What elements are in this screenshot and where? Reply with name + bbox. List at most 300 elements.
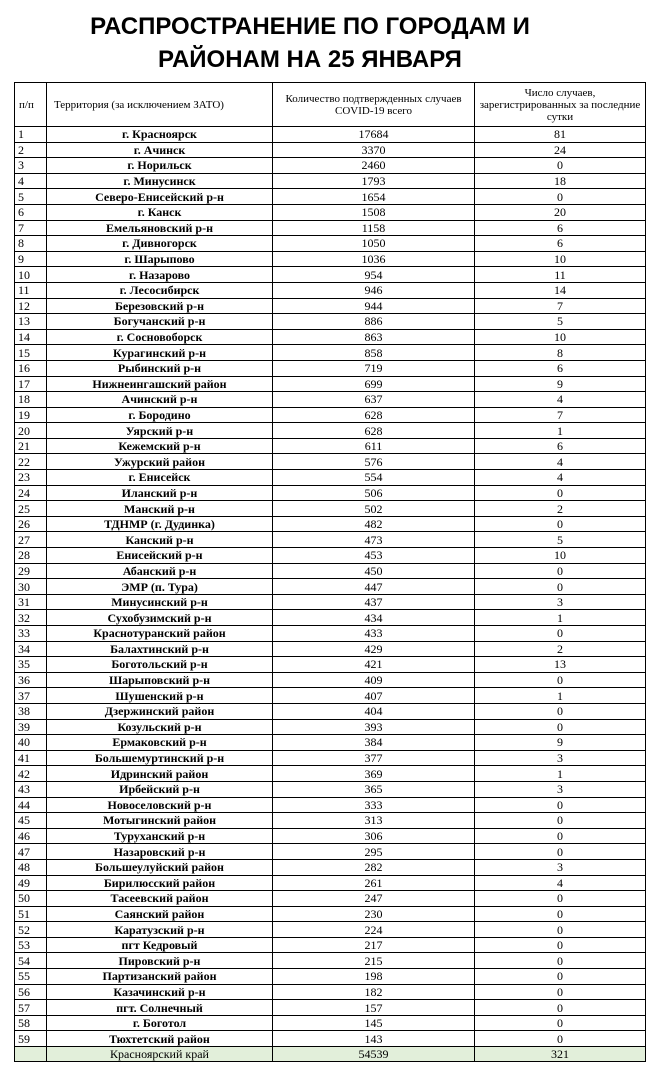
row-confirmed: 261 <box>273 875 475 891</box>
row-confirmed: 473 <box>273 532 475 548</box>
row-territory: г. Канск <box>47 204 273 220</box>
row-number: 31 <box>15 594 47 610</box>
row-territory: Рыбинский р-н <box>47 360 273 376</box>
table-row <box>15 548 646 564</box>
row-number: 19 <box>15 407 47 423</box>
page-title <box>0 10 620 76</box>
row-last-day: 18 <box>475 173 646 189</box>
table-row <box>15 532 646 548</box>
row-confirmed: 409 <box>273 672 475 688</box>
table-row <box>15 392 646 408</box>
row-confirmed: 404 <box>273 703 475 719</box>
row-last-day: 0 <box>475 797 646 813</box>
table-row <box>15 376 646 392</box>
table-row <box>15 984 646 1000</box>
table-row <box>15 813 646 829</box>
row-number: 2 <box>15 142 47 158</box>
table-row <box>15 891 646 907</box>
row-last-day: 4 <box>475 875 646 891</box>
row-last-day: 24 <box>475 142 646 158</box>
total-row-last-day: 321 <box>475 1047 646 1062</box>
table-row <box>15 314 646 330</box>
row-last-day: 1 <box>475 766 646 782</box>
row-territory: г. Норильск <box>47 158 273 174</box>
row-last-day: 3 <box>475 781 646 797</box>
row-confirmed: 17684 <box>273 127 475 143</box>
table-row <box>15 922 646 938</box>
table-row <box>15 657 646 673</box>
row-territory: Канский р-н <box>47 532 273 548</box>
row-confirmed: 506 <box>273 485 475 501</box>
table-row <box>15 719 646 735</box>
table-row <box>15 345 646 361</box>
table-row <box>15 189 646 205</box>
row-territory: Тюхтетский район <box>47 1031 273 1047</box>
row-number: 21 <box>15 438 47 454</box>
row-number: 23 <box>15 470 47 486</box>
row-confirmed: 1158 <box>273 220 475 236</box>
row-last-day: 0 <box>475 813 646 829</box>
row-last-day: 0 <box>475 626 646 642</box>
row-last-day: 8 <box>475 345 646 361</box>
row-territory: Балахтинский р-н <box>47 641 273 657</box>
row-last-day: 6 <box>475 236 646 252</box>
row-number: 14 <box>15 329 47 345</box>
row-territory: Березовский р-н <box>47 298 273 314</box>
table-row <box>15 641 646 657</box>
row-last-day: 0 <box>475 516 646 532</box>
row-confirmed: 453 <box>273 548 475 564</box>
row-number: 50 <box>15 891 47 907</box>
row-territory: г. Боготол <box>47 1015 273 1031</box>
row-last-day: 3 <box>475 750 646 766</box>
row-confirmed: 282 <box>273 859 475 875</box>
row-territory: Новоселовский р-н <box>47 797 273 813</box>
row-number: 54 <box>15 953 47 969</box>
row-last-day: 0 <box>475 984 646 1000</box>
row-territory: Ужурский район <box>47 454 273 470</box>
row-confirmed: 306 <box>273 828 475 844</box>
row-last-day: 0 <box>475 579 646 595</box>
row-territory: Тасеевский район <box>47 891 273 907</box>
header-number: п/п <box>15 83 47 127</box>
row-territory: Нижнеингашский район <box>47 376 273 392</box>
row-confirmed: 554 <box>273 470 475 486</box>
row-last-day: 0 <box>475 922 646 938</box>
row-last-day: 0 <box>475 891 646 907</box>
row-confirmed: 3370 <box>273 142 475 158</box>
row-last-day: 10 <box>475 329 646 345</box>
row-territory: Кежемский р-н <box>47 438 273 454</box>
row-territory: Мотыгинский район <box>47 813 273 829</box>
table-row <box>15 236 646 252</box>
row-territory: г. Назарово <box>47 267 273 283</box>
row-last-day: 0 <box>475 1031 646 1047</box>
row-last-day: 4 <box>475 470 646 486</box>
total-row-confirmed: 54539 <box>273 1047 475 1062</box>
row-last-day: 6 <box>475 438 646 454</box>
row-confirmed: 377 <box>273 750 475 766</box>
table-row <box>15 1015 646 1031</box>
row-confirmed: 611 <box>273 438 475 454</box>
table-row <box>15 454 646 470</box>
row-territory: Манский р-н <box>47 501 273 517</box>
table-row <box>15 626 646 642</box>
row-last-day: 6 <box>475 360 646 376</box>
row-last-day: 0 <box>475 844 646 860</box>
table-row <box>15 1000 646 1016</box>
row-territory: Каратузский р-н <box>47 922 273 938</box>
table-row <box>15 142 646 158</box>
row-number: 9 <box>15 251 47 267</box>
row-last-day: 0 <box>475 1000 646 1016</box>
row-last-day: 6 <box>475 220 646 236</box>
row-number: 32 <box>15 610 47 626</box>
row-number: 41 <box>15 750 47 766</box>
table-row <box>15 797 646 813</box>
row-last-day: 11 <box>475 267 646 283</box>
row-confirmed: 434 <box>273 610 475 626</box>
row-confirmed: 145 <box>273 1015 475 1031</box>
row-number: 7 <box>15 220 47 236</box>
row-number: 13 <box>15 314 47 330</box>
table-row <box>15 766 646 782</box>
row-confirmed: 863 <box>273 329 475 345</box>
row-confirmed: 433 <box>273 626 475 642</box>
row-number: 18 <box>15 392 47 408</box>
row-confirmed: 1654 <box>273 189 475 205</box>
row-confirmed: 215 <box>273 953 475 969</box>
row-number: 30 <box>15 579 47 595</box>
row-territory: Саянский район <box>47 906 273 922</box>
table-row <box>15 220 646 236</box>
row-confirmed: 230 <box>273 906 475 922</box>
row-territory: Сухобузимский р-н <box>47 610 273 626</box>
table-header-row <box>15 83 646 127</box>
table-row <box>15 750 646 766</box>
table-row <box>15 173 646 189</box>
row-number: 17 <box>15 376 47 392</box>
table-row <box>15 267 646 283</box>
row-number: 4 <box>15 173 47 189</box>
row-confirmed: 447 <box>273 579 475 595</box>
row-confirmed: 2460 <box>273 158 475 174</box>
row-number: 28 <box>15 548 47 564</box>
table-row <box>15 859 646 875</box>
row-territory: пгт Кедровый <box>47 937 273 953</box>
table-row <box>15 470 646 486</box>
row-last-day: 5 <box>475 314 646 330</box>
row-confirmed: 365 <box>273 781 475 797</box>
table-row <box>15 672 646 688</box>
row-number: 40 <box>15 735 47 751</box>
row-territory: Ермаковский р-н <box>47 735 273 751</box>
row-number: 57 <box>15 1000 47 1016</box>
row-territory: г. Шарыпово <box>47 251 273 267</box>
row-number: 49 <box>15 875 47 891</box>
row-number: 5 <box>15 189 47 205</box>
row-number: 24 <box>15 485 47 501</box>
table-row <box>15 735 646 751</box>
total-row-name: Красноярский край <box>47 1047 273 1062</box>
row-territory: Краснотуранский район <box>47 626 273 642</box>
row-number: 1 <box>15 127 47 143</box>
row-confirmed: 217 <box>273 937 475 953</box>
row-number: 38 <box>15 703 47 719</box>
row-last-day: 13 <box>475 657 646 673</box>
table-row <box>15 610 646 626</box>
row-last-day: 2 <box>475 641 646 657</box>
row-confirmed: 224 <box>273 922 475 938</box>
table-row <box>15 158 646 174</box>
row-confirmed: 421 <box>273 657 475 673</box>
row-number: 27 <box>15 532 47 548</box>
row-confirmed: 502 <box>273 501 475 517</box>
row-confirmed: 1036 <box>273 251 475 267</box>
row-last-day: 0 <box>475 953 646 969</box>
row-territory: Емельяновский р-н <box>47 220 273 236</box>
row-territory: г. Лесосибирск <box>47 282 273 298</box>
total-row-number <box>15 1047 47 1062</box>
title-line-2: РАЙОНАМ НА 25 ЯНВАРЯ <box>158 46 462 73</box>
row-number: 6 <box>15 204 47 220</box>
table-row <box>15 1031 646 1047</box>
row-territory: Ачинский р-н <box>47 392 273 408</box>
table-row <box>15 485 646 501</box>
row-territory: Шушенский р-н <box>47 688 273 704</box>
row-last-day: 9 <box>475 376 646 392</box>
row-number: 10 <box>15 267 47 283</box>
row-last-day: 0 <box>475 158 646 174</box>
table-row <box>15 844 646 860</box>
row-last-day: 20 <box>475 204 646 220</box>
row-number: 25 <box>15 501 47 517</box>
row-confirmed: 333 <box>273 797 475 813</box>
row-last-day: 0 <box>475 485 646 501</box>
row-territory: Партизанский район <box>47 969 273 985</box>
row-confirmed: 198 <box>273 969 475 985</box>
row-confirmed: 628 <box>273 423 475 439</box>
row-confirmed: 369 <box>273 766 475 782</box>
row-confirmed: 143 <box>273 1031 475 1047</box>
row-territory: Идринский район <box>47 766 273 782</box>
row-number: 20 <box>15 423 47 439</box>
row-number: 51 <box>15 906 47 922</box>
table-row <box>15 703 646 719</box>
row-confirmed: 437 <box>273 594 475 610</box>
row-territory: Уярский р-н <box>47 423 273 439</box>
row-number: 43 <box>15 781 47 797</box>
row-last-day: 0 <box>475 828 646 844</box>
row-last-day: 14 <box>475 282 646 298</box>
row-confirmed: 482 <box>273 516 475 532</box>
row-number: 59 <box>15 1031 47 1047</box>
row-last-day: 0 <box>475 703 646 719</box>
row-confirmed: 1050 <box>273 236 475 252</box>
row-confirmed: 1508 <box>273 204 475 220</box>
table-row <box>15 127 646 143</box>
row-number: 44 <box>15 797 47 813</box>
row-territory: ТДНМР (г. Дудинка) <box>47 516 273 532</box>
row-number: 3 <box>15 158 47 174</box>
row-number: 34 <box>15 641 47 657</box>
table-row <box>15 594 646 610</box>
row-territory: Минусинский р-н <box>47 594 273 610</box>
row-number: 12 <box>15 298 47 314</box>
row-number: 55 <box>15 969 47 985</box>
row-last-day: 1 <box>475 688 646 704</box>
header-confirmed-total: Количество подтвержденных случаев COVID-19 всего <box>273 83 475 127</box>
table-row <box>15 875 646 891</box>
row-territory: Бирилюсский район <box>47 875 273 891</box>
row-territory: Ирбейский р-н <box>47 781 273 797</box>
table-row <box>15 251 646 267</box>
row-territory: Большемуртинский р-н <box>47 750 273 766</box>
row-last-day: 7 <box>475 407 646 423</box>
row-confirmed: 886 <box>273 314 475 330</box>
table-row <box>15 501 646 517</box>
title-line-1: РАСПРОСТРАНЕНИЕ ПО ГОРОДАМ И <box>90 13 530 40</box>
table-row <box>15 204 646 220</box>
row-confirmed: 719 <box>273 360 475 376</box>
row-number: 37 <box>15 688 47 704</box>
row-territory: г. Минусинск <box>47 173 273 189</box>
row-confirmed: 954 <box>273 267 475 283</box>
table-row <box>15 953 646 969</box>
row-territory: Абанский р-н <box>47 563 273 579</box>
row-territory: ЭМР (п. Тура) <box>47 579 273 595</box>
row-number: 15 <box>15 345 47 361</box>
row-last-day: 81 <box>475 127 646 143</box>
row-confirmed: 295 <box>273 844 475 860</box>
table-row <box>15 969 646 985</box>
table-row <box>15 423 646 439</box>
row-last-day: 0 <box>475 189 646 205</box>
row-territory: Назаровский р-н <box>47 844 273 860</box>
table-row <box>15 407 646 423</box>
covid-cases-table <box>14 82 646 1062</box>
row-number: 29 <box>15 563 47 579</box>
table-row <box>15 563 646 579</box>
row-number: 56 <box>15 984 47 1000</box>
row-territory: г. Енисейск <box>47 470 273 486</box>
row-confirmed: 637 <box>273 392 475 408</box>
row-confirmed: 1793 <box>273 173 475 189</box>
row-last-day: 0 <box>475 719 646 735</box>
row-last-day: 9 <box>475 735 646 751</box>
row-last-day: 0 <box>475 563 646 579</box>
row-confirmed: 628 <box>273 407 475 423</box>
table-row <box>15 516 646 532</box>
row-confirmed: 944 <box>273 298 475 314</box>
row-confirmed: 157 <box>273 1000 475 1016</box>
row-territory: г. Красноярск <box>47 127 273 143</box>
row-number: 16 <box>15 360 47 376</box>
table-row <box>15 360 646 376</box>
table-row <box>15 688 646 704</box>
row-territory: пгт. Солнечный <box>47 1000 273 1016</box>
header-territory: Территория (за исключением ЗАТО) <box>47 83 273 127</box>
row-last-day: 0 <box>475 1015 646 1031</box>
row-last-day: 0 <box>475 937 646 953</box>
table-row <box>15 579 646 595</box>
row-number: 42 <box>15 766 47 782</box>
row-number: 36 <box>15 672 47 688</box>
row-confirmed: 858 <box>273 345 475 361</box>
row-confirmed: 576 <box>273 454 475 470</box>
table-row <box>15 781 646 797</box>
header-last-day: Число случаев, зарегистрированных за последние сутки <box>475 83 646 127</box>
row-last-day: 4 <box>475 392 646 408</box>
row-last-day: 7 <box>475 298 646 314</box>
table-row <box>15 329 646 345</box>
row-territory: Козульский р-н <box>47 719 273 735</box>
row-last-day: 3 <box>475 859 646 875</box>
row-confirmed: 182 <box>273 984 475 1000</box>
row-confirmed: 450 <box>273 563 475 579</box>
row-number: 39 <box>15 719 47 735</box>
row-confirmed: 384 <box>273 735 475 751</box>
row-last-day: 0 <box>475 672 646 688</box>
row-last-day: 4 <box>475 454 646 470</box>
row-number: 48 <box>15 859 47 875</box>
row-number: 35 <box>15 657 47 673</box>
table-row <box>15 906 646 922</box>
row-territory: Курагинский р-н <box>47 345 273 361</box>
row-territory: г. Дивногорск <box>47 236 273 252</box>
row-territory: Северо-Енисейский р-н <box>47 189 273 205</box>
row-territory: Пировский р-н <box>47 953 273 969</box>
row-last-day: 2 <box>475 501 646 517</box>
row-territory: Казачинский р-н <box>47 984 273 1000</box>
row-territory: Шарыповский р-н <box>47 672 273 688</box>
row-territory: Дзержинский район <box>47 703 273 719</box>
total-row <box>15 1047 646 1062</box>
row-territory: г. Ачинск <box>47 142 273 158</box>
row-territory: Туруханский р-н <box>47 828 273 844</box>
row-number: 33 <box>15 626 47 642</box>
row-confirmed: 699 <box>273 376 475 392</box>
row-confirmed: 247 <box>273 891 475 907</box>
row-last-day: 0 <box>475 906 646 922</box>
row-last-day: 5 <box>475 532 646 548</box>
row-number: 47 <box>15 844 47 860</box>
row-number: 45 <box>15 813 47 829</box>
row-last-day: 3 <box>475 594 646 610</box>
row-number: 8 <box>15 236 47 252</box>
row-territory: Боготольский р-н <box>47 657 273 673</box>
table-row <box>15 298 646 314</box>
row-number: 11 <box>15 282 47 298</box>
row-last-day: 10 <box>475 251 646 267</box>
table-row <box>15 438 646 454</box>
row-territory: Енисейский р-н <box>47 548 273 564</box>
table-row <box>15 282 646 298</box>
table-row <box>15 828 646 844</box>
row-territory: Иланский р-н <box>47 485 273 501</box>
row-confirmed: 407 <box>273 688 475 704</box>
row-number: 53 <box>15 937 47 953</box>
row-number: 22 <box>15 454 47 470</box>
row-number: 52 <box>15 922 47 938</box>
row-number: 46 <box>15 828 47 844</box>
row-territory: г. Бородино <box>47 407 273 423</box>
table-row <box>15 937 646 953</box>
row-territory: Богучанский р-н <box>47 314 273 330</box>
row-last-day: 10 <box>475 548 646 564</box>
row-territory: Большеулуйский район <box>47 859 273 875</box>
row-confirmed: 313 <box>273 813 475 829</box>
